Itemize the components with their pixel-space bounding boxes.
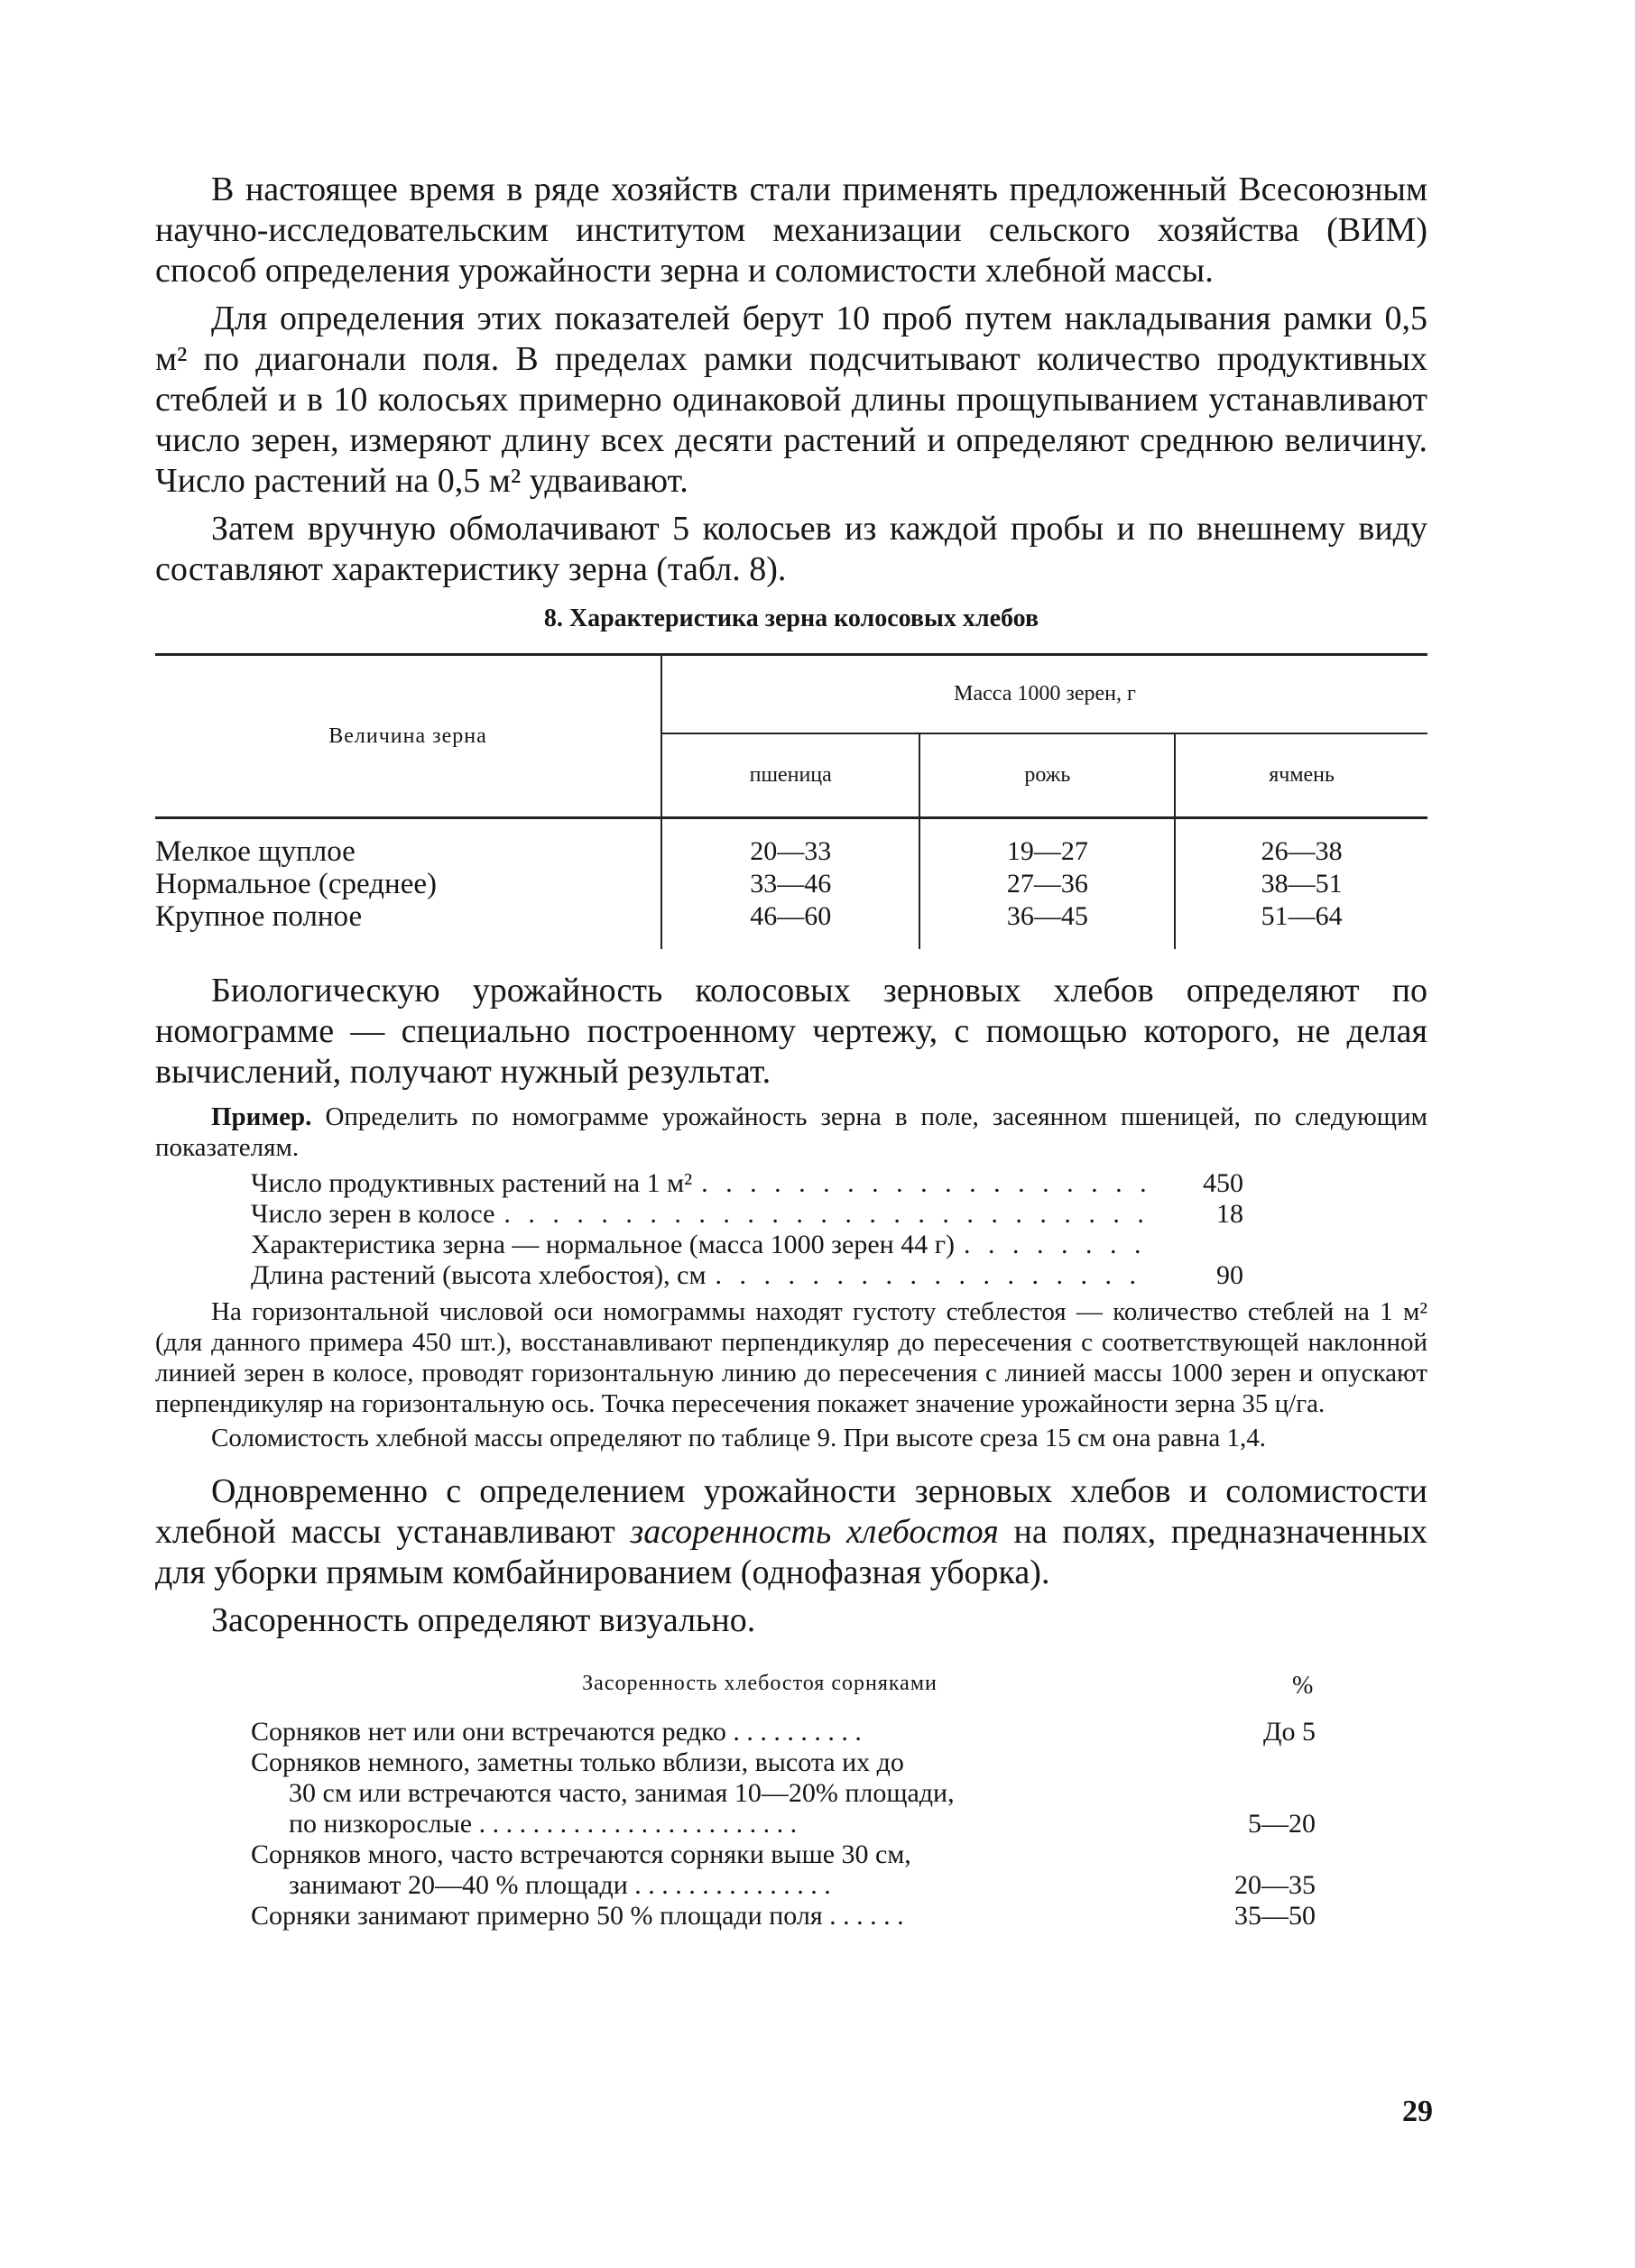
- paragraph-visual: Засоренность определяют визуально.: [211, 1601, 756, 1639]
- example-block: [155, 1102, 1427, 1163]
- table8-cell: 26—38: [1261, 836, 1343, 866]
- example-items: [155, 1168, 1427, 1291]
- weed-row-text: по низкорослые . . . . . . . . . . . . . . . . . . . . . . . .: [289, 1809, 798, 1839]
- leader-dots: [701, 1168, 1153, 1199]
- table8-col-wheat: пшеница: [661, 733, 919, 818]
- grain-characteristics-table: [155, 653, 1427, 949]
- example-straw: Соломистость хлебной массы определяют по таблице 9. При высоте среза 15 см она равна 1,4.: [211, 1424, 1266, 1452]
- table8-cell: 36—45: [1006, 901, 1088, 931]
- item-value: 18: [1216, 1199, 1243, 1229]
- paragraph-vim-method: В настоящее время в ряде хозяйств стали применять предложенный Всесоюзным научно-исследовательским институтом механизации сельского хозяйства (ВИМ) способ определения урожайности зерна и соломистости хлебной массы.: [155, 171, 1427, 290]
- weed-table: [155, 1717, 1427, 1931]
- italic-term: засоренность хлебостоя: [630, 1513, 999, 1551]
- paragraph-sampling: Для определения этих показателей берут 10 проб путем накладывания рамки 0,5 м² по диагонали поля. В пределах рамки подсчитывают количество продуктивных стеблей и в 10 колосьях примерно одинаковой длины прощупыванием устанавливают число зерен, измеряют длину всех десяти растений и определяют среднюю величину. Число растений на 0,5 м² удваивают.: [155, 300, 1427, 500]
- table8-barley-values: [1175, 818, 1427, 950]
- weed-row-text: Сорняков немного, заметны только вблизи, высота их до: [251, 1747, 904, 1777]
- example-body: На горизонтальной числовой оси номограммы находят густоту стеблестоя — количество стеблей на 1 м² (для данного примера 450 шт.), восстанавливают перпендикуляр до пересечения с соответствующей наклонной линией зерен в колосе, проводят горизонтальную линию до пересечения с линией массы 1000 зерен и опускают перпендикуляр на горизонтальную ось. Точка пересечения покажет значение урожайности зерна 35 ц/га.: [155, 1297, 1427, 1418]
- example-explanation: [155, 1296, 1427, 1453]
- table8-cell: 19—27: [1006, 836, 1088, 866]
- paragraph-nomogram: Биологическую урожайность колосовых зерновых хлебов определяют по номограмме — специально построенному чертежу, с помощью которого, не делая вычислений, получают нужный результат.: [155, 972, 1427, 1091]
- table8-cell: 33—46: [750, 869, 832, 899]
- table8-wheat-values: [661, 818, 919, 950]
- table8-cell: 46—60: [750, 901, 832, 931]
- item-value: 450: [1203, 1168, 1243, 1198]
- text-span: на полях, предназначенных для уборки прямым комбайнированием (однофазная уборка).: [155, 1513, 1427, 1591]
- leader-dots: [503, 1199, 1153, 1230]
- weed-row-text: занимают 20—40 % площади . . . . . . . . . . . . . . .: [289, 1870, 831, 1900]
- page-number: 29: [1402, 2095, 1433, 2128]
- table8-caption: 8. Характеристика зерна колосовых хлебов: [543, 604, 1039, 632]
- table8-labels: [155, 818, 661, 950]
- weed-row-value: 5—20: [1248, 1809, 1316, 1839]
- table8-rye-values: [919, 818, 1175, 950]
- table8-row-label: Нормальное (среднее): [155, 868, 437, 900]
- weed-row-text: Сорняков много, часто встречаются сорняки выше 30 см,: [251, 1839, 911, 1869]
- table8-cell: 27—36: [1006, 869, 1088, 899]
- table-row: [251, 1747, 1316, 1839]
- table8-row-label: Мелкое щуплое: [155, 835, 356, 868]
- table8-group-header: Масса 1000 зерен, г: [661, 655, 1427, 733]
- page-content: [155, 170, 1427, 1931]
- leader-dots: [964, 1230, 1153, 1260]
- weed-table-title: Засоренность хлебостоя сорняками: [582, 1672, 938, 1695]
- table8-col-barley: ячмень: [1175, 733, 1427, 818]
- weed-table-header: [155, 1672, 1427, 1701]
- weed-row-text: Сорняков нет или они встречаются редко . . . . . . . . . .: [251, 1717, 862, 1747]
- table-row: [251, 1839, 1316, 1901]
- example-label: Пример.: [211, 1102, 312, 1131]
- item-label: Число зерен в колосе: [251, 1199, 495, 1229]
- table8-cell: 20—33: [750, 836, 832, 866]
- paragraph-threshing: Затем вручную обмолачивают 5 колосьев из каждой пробы и по внешнему виду составляют характеристику зерна (табл. 8).: [155, 510, 1427, 588]
- weed-row-text: Сорняки занимают примерно 50 % площади поля . . . . . .: [251, 1901, 904, 1931]
- list-item: [251, 1260, 1243, 1291]
- table8-cell: 51—64: [1261, 901, 1343, 931]
- table-row: [155, 818, 1427, 950]
- item-label: Характеристика зерна — нормальное (масса 1000 зерен 44 г): [251, 1230, 955, 1259]
- weed-row-value: 35—50: [1234, 1901, 1316, 1931]
- weed-row-value: До 5: [1263, 1717, 1316, 1747]
- item-label: Длина растений (высота хлебостоя), см: [251, 1260, 707, 1290]
- table-row: [251, 1901, 1316, 1931]
- text-span: Одновременно с определением урожайности зерновых хлебов и соломистости хлебной массы устанавливают: [155, 1472, 1427, 1551]
- table-row: [251, 1717, 1316, 1747]
- weed-row-text: 30 см или встречаются часто, занимая 10—20% площади,: [289, 1778, 955, 1808]
- paragraph-weediness: [155, 1471, 1427, 1593]
- table8-col-rye: рожь: [919, 733, 1175, 818]
- table8-row-label: Крупное полное: [155, 900, 363, 933]
- list-item: [251, 1168, 1243, 1199]
- item-label: Число продуктивных растений на 1 м²: [251, 1168, 693, 1198]
- list-item: [251, 1199, 1243, 1230]
- item-value: 90: [1216, 1260, 1243, 1290]
- table8-row-header: Величина зерна: [155, 655, 661, 818]
- example-intro: Определить по номограмме урожайность зерна в поле, засеянном пшеницей, по следующим показателям.: [155, 1102, 1427, 1162]
- table8-cell: 38—51: [1261, 869, 1343, 899]
- weed-table-unit: %: [1292, 1672, 1315, 1700]
- list-item: [251, 1230, 1243, 1260]
- weed-row-value: 20—35: [1234, 1870, 1316, 1900]
- leader-dots: [715, 1260, 1153, 1291]
